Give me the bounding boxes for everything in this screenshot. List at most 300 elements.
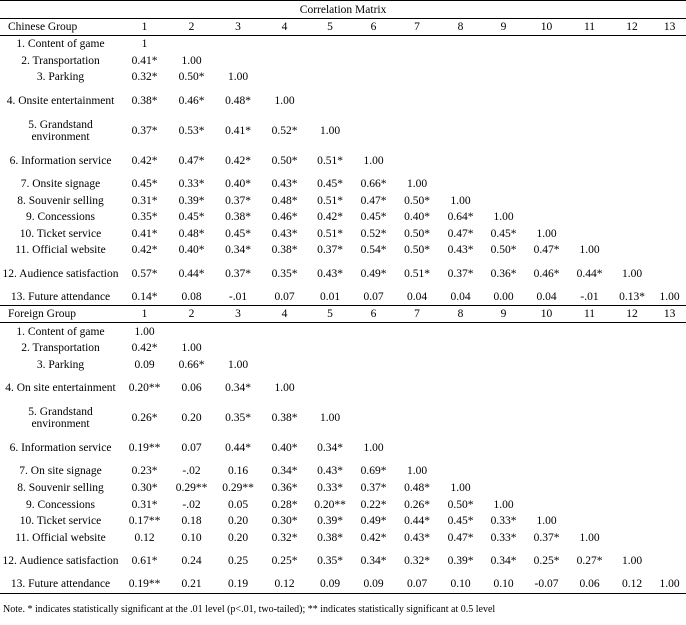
row-label: 9. Concessions [26, 211, 95, 224]
correlation-cell: 0.43* [317, 267, 343, 280]
table-note: Note. * indicates statistically significant at the .01 level (p<.01, two-tailed); ** indicates statistically significant at 0.5 level [3, 604, 496, 615]
correlation-cell [653, 146, 686, 176]
column-header: 13 [653, 19, 686, 36]
correlation-cell: 0.51* [317, 154, 343, 167]
correlation-cell [308, 357, 352, 374]
correlation-cell [568, 513, 611, 530]
correlation-cell: 0.44* [404, 515, 430, 528]
correlation-cell [261, 323, 308, 340]
correlation-cell [439, 340, 482, 357]
correlation-cell [261, 53, 308, 70]
correlation-cell: 1.00 [579, 244, 600, 257]
column-header: 5 [308, 19, 352, 36]
correlation-cell: 0.34* [225, 382, 251, 395]
correlation-cell [653, 116, 686, 146]
correlation-cell: 0.32* [404, 555, 430, 568]
row-label: 9. Concessions [26, 498, 95, 511]
correlation-cell [395, 340, 439, 357]
correlation-cell [439, 373, 482, 403]
column-header: 2 [168, 19, 215, 36]
correlation-cell: 1.00 [274, 94, 295, 107]
table-row [0, 496, 686, 513]
correlation-cell [482, 86, 525, 116]
correlation-cell [653, 357, 686, 374]
correlation-cell [352, 69, 395, 86]
correlation-cell [653, 242, 686, 259]
correlation-cell: 0.52* [271, 124, 298, 137]
correlation-cell: 0.37* [131, 124, 158, 137]
correlation-cell: 1.00 [227, 71, 249, 84]
correlation-cell: 0.33* [178, 178, 205, 191]
correlation-cell [653, 513, 686, 530]
correlation-cell: 0.41* [131, 54, 158, 67]
correlation-cell [482, 463, 525, 480]
correlation-cell: 0.06 [568, 576, 611, 593]
correlation-cell [352, 323, 395, 340]
row-label: 13. Future attendance [0, 576, 121, 593]
correlation-cell [525, 53, 568, 70]
correlation-cell [653, 480, 686, 497]
correlation-cell: 1.00 [579, 531, 600, 544]
correlation-cell [525, 357, 568, 374]
correlation-cell: 0.34* [360, 555, 387, 568]
correlation-cell [611, 176, 653, 193]
correlation-cell [395, 403, 439, 433]
correlation-cell [568, 86, 611, 116]
column-header: 3 [215, 19, 261, 36]
correlation-cell: 0.37* [317, 244, 343, 257]
correlation-cell [439, 86, 482, 116]
row-label: 12. Audience satisfaction [2, 555, 119, 568]
correlation-cell [568, 116, 611, 146]
correlation-cell: 0.37* [360, 482, 387, 495]
correlation-cell [352, 340, 395, 357]
correlation-cell [568, 373, 611, 403]
correlation-cell: 0.42* [360, 531, 387, 544]
row-label: 3. Parking [36, 358, 85, 371]
correlation-cell [395, 357, 439, 374]
correlation-cell: 0.37* [225, 194, 251, 207]
correlation-cell: 0.61* [131, 555, 158, 568]
correlation-cell: 0.38* [131, 94, 158, 107]
correlation-cell [482, 357, 525, 374]
correlation-cell: 0.09 [134, 358, 155, 371]
correlation-cell [568, 323, 611, 340]
correlation-cell [352, 36, 395, 53]
correlation-cell [611, 480, 653, 497]
correlation-cell: 0.45* [178, 211, 205, 224]
correlation-cell: 0.41* [131, 227, 158, 240]
correlation-cell [611, 209, 653, 226]
correlation-cell: 0.44* [225, 442, 251, 455]
correlation-cell: 1.00 [406, 178, 428, 191]
correlation-cell: 0.25* [271, 555, 298, 568]
correlation-cell [482, 146, 525, 176]
correlation-cell: 0.29** [222, 482, 254, 495]
correlation-cell [525, 36, 568, 53]
correlation-cell: 0.43* [404, 531, 430, 544]
correlation-cell [439, 403, 482, 433]
column-header: 7 [395, 19, 439, 36]
correlation-cell [653, 69, 686, 86]
correlation-cell: 0.45* [490, 227, 517, 240]
correlation-cell: 0.41* [225, 124, 251, 137]
correlation-cell: 1 [141, 38, 148, 51]
correlation-cell: 0.38* [317, 531, 343, 544]
correlation-cell [653, 86, 686, 116]
correlation-cell [653, 209, 686, 226]
correlation-cell: 0.51* [404, 267, 430, 280]
correlation-cell: 0.50* [447, 498, 474, 511]
correlation-cell: 0.20 [227, 531, 249, 544]
correlation-cell: 0.20 [227, 515, 249, 528]
correlation-cell: 0.22* [360, 498, 387, 511]
correlation-cell: 1.00 [227, 358, 249, 371]
correlation-cell [611, 86, 653, 116]
correlation-cell [653, 323, 686, 340]
correlation-cell [653, 226, 686, 243]
correlation-cell: 0.42* [225, 154, 251, 167]
correlation-cell: 0.29** [175, 482, 208, 495]
correlation-cell [568, 496, 611, 513]
correlation-cell [525, 176, 568, 193]
column-header: 6 [352, 19, 395, 36]
correlation-cell: -0.07 [525, 576, 568, 593]
row-label: 2. Transportation [21, 342, 100, 355]
correlation-cell [482, 116, 525, 146]
table-row [0, 36, 686, 53]
row-label: 10. Ticket service [19, 227, 102, 240]
caption-row [0, 1, 686, 19]
correlation-cell [308, 86, 352, 116]
correlation-cell [653, 36, 686, 53]
correlation-cell [568, 36, 611, 53]
correlation-cell: 0.19** [121, 576, 168, 593]
correlation-cell: 0.40* [178, 244, 205, 257]
correlation-cell: 0.64* [447, 211, 474, 224]
column-header: 1 [121, 306, 168, 323]
correlation-cell [525, 463, 568, 480]
column-header: 13 [653, 306, 686, 323]
correlation-cell: 0.30* [271, 515, 298, 528]
correlation-cell [611, 403, 653, 433]
correlation-cell: 0.35* [317, 555, 343, 568]
correlation-cell: 0.45* [447, 515, 474, 528]
correlation-cell: 0.19** [128, 442, 161, 455]
correlation-cell: 0.23* [131, 465, 158, 478]
correlation-cell: 0.36* [271, 482, 298, 495]
row-label: 7. On site signage [19, 465, 102, 478]
correlation-cell: 0.35* [225, 412, 251, 425]
table-row [0, 176, 686, 193]
correlation-cell [525, 209, 568, 226]
correlation-cell: 0.42* [131, 244, 158, 257]
row-label: 4. Onsite entertainment [6, 94, 115, 107]
correlation-cell: 0.57* [131, 267, 158, 280]
correlation-cell: 0.08 [168, 289, 215, 306]
correlation-cell [395, 116, 439, 146]
correlation-cell [568, 53, 611, 70]
correlation-cell [439, 323, 482, 340]
correlation-cell [261, 340, 308, 357]
correlation-cell: 0.47* [447, 531, 474, 544]
column-header: 10 [525, 306, 568, 323]
table-row [0, 209, 686, 226]
correlation-cell [525, 192, 568, 209]
correlation-cell [482, 480, 525, 497]
table-row [0, 463, 686, 480]
correlation-cell: 0.48* [404, 482, 430, 495]
correlation-cell [352, 116, 395, 146]
correlation-cell: 0.39* [317, 515, 343, 528]
row-label: 6. Information service [9, 154, 112, 167]
correlation-cell [653, 192, 686, 209]
correlation-cell: 0.07 [395, 576, 439, 593]
correlation-cell [482, 433, 525, 463]
correlation-cell: 0.45* [360, 211, 387, 224]
correlation-cell [482, 403, 525, 433]
row-label: 13. Future attendance [0, 289, 121, 306]
correlation-cell: 0.28* [271, 498, 298, 511]
correlation-cell [611, 357, 653, 374]
correlation-cell [439, 176, 482, 193]
correlation-cell [261, 69, 308, 86]
correlation-cell [439, 69, 482, 86]
correlation-cell [611, 513, 653, 530]
correlation-cell [653, 403, 686, 433]
correlation-cell: 0.37* [533, 531, 560, 544]
correlation-cell: 0.50* [404, 244, 430, 257]
correlation-cell [653, 433, 686, 463]
correlation-cell: 0.47* [533, 244, 560, 257]
correlation-cell [653, 463, 686, 480]
correlation-cell [308, 373, 352, 403]
correlation-cell [482, 323, 525, 340]
correlation-cell: 0.42* [131, 154, 158, 167]
correlation-cell: 0.12 [611, 576, 653, 593]
correlation-cell: 0.66* [360, 178, 387, 191]
correlation-cell: 0.12 [261, 576, 308, 593]
correlation-cell [611, 340, 653, 357]
correlation-cell: 0.46* [178, 94, 205, 107]
correlation-cell: 0.39* [447, 555, 474, 568]
correlation-cell: 0.07 [181, 442, 202, 455]
correlation-cell [653, 259, 686, 289]
correlation-cell [568, 69, 611, 86]
column-header: 8 [439, 306, 482, 323]
correlation-cell [568, 357, 611, 374]
correlation-cell [653, 53, 686, 70]
correlation-cell [611, 242, 653, 259]
correlation-cell [611, 146, 653, 176]
correlation-cell: 0.30* [131, 482, 158, 495]
row-label: 11. Official website [15, 531, 106, 544]
correlation-cell [352, 53, 395, 70]
row-label: 11. Official website [15, 244, 106, 257]
correlation-cell [215, 323, 261, 340]
correlation-cell: 0.50* [490, 244, 517, 257]
correlation-cell [395, 53, 439, 70]
correlation-cell [308, 53, 352, 70]
correlation-cell [568, 226, 611, 243]
correlation-cell: 0.48* [271, 194, 298, 207]
table-row [0, 289, 686, 306]
correlation-cell: 0.20** [314, 498, 346, 511]
correlation-cell [168, 36, 215, 53]
correlation-cell: 0.40* [271, 442, 298, 455]
column-header: 12 [611, 306, 653, 323]
correlation-cell: 0.46* [271, 211, 298, 224]
correlation-cell: 0.12 [134, 531, 155, 544]
correlation-cell: 0.05 [227, 498, 249, 511]
correlation-cell: 0.44* [178, 267, 205, 280]
correlation-cell [261, 357, 308, 374]
correlation-cell: 0.53* [178, 124, 205, 137]
correlation-cell: 1.00 [319, 124, 341, 137]
correlation-cell [525, 116, 568, 146]
correlation-cell: 0.46* [533, 267, 560, 280]
correlation-cell [525, 323, 568, 340]
correlation-cell [525, 496, 568, 513]
correlation-cell: 0.54* [360, 244, 387, 257]
correlation-cell: 0.38* [271, 412, 298, 425]
correlation-cell: 0.38* [225, 211, 251, 224]
table-row [0, 53, 686, 70]
correlation-cell [525, 403, 568, 433]
correlation-cell [439, 53, 482, 70]
correlation-cell [482, 36, 525, 53]
correlation-cell: 0.32* [131, 71, 158, 84]
correlation-cell [352, 357, 395, 374]
correlation-cell: 1.00 [621, 267, 643, 280]
correlation-cell: 0.35* [131, 211, 158, 224]
correlation-cell [439, 463, 482, 480]
table-row [0, 433, 686, 463]
correlation-cell [482, 340, 525, 357]
column-header: 5 [308, 306, 352, 323]
table-row [0, 357, 686, 374]
correlation-cell: 0.50* [404, 227, 430, 240]
correlation-cell [395, 86, 439, 116]
correlation-cell [261, 36, 308, 53]
correlation-cell: 0.18 [181, 515, 202, 528]
correlation-cell: 1.00 [493, 498, 514, 511]
correlation-cell [525, 373, 568, 403]
column-header: 4 [261, 19, 308, 36]
table-row [0, 226, 686, 243]
correlation-cell [568, 209, 611, 226]
column-header: 8 [439, 19, 482, 36]
correlation-cell: 0.20 [181, 412, 202, 425]
correlation-cell [611, 192, 653, 209]
correlation-cell: 0.16 [227, 465, 249, 478]
correlation-cell: -.01 [215, 289, 261, 306]
correlation-cell [308, 69, 352, 86]
correlation-cell: 0.25 [227, 555, 249, 568]
correlation-cell [525, 340, 568, 357]
correlation-cell: 0.49* [360, 267, 387, 280]
correlation-cell [439, 36, 482, 53]
table-row [0, 323, 686, 340]
correlation-cell: 0.48* [225, 94, 251, 107]
correlation-cell: 1.00 [406, 465, 428, 478]
table-row [0, 546, 686, 576]
correlation-cell [395, 373, 439, 403]
correlation-cell [611, 36, 653, 53]
column-header: 12 [611, 19, 653, 36]
correlation-cell: 0.50* [404, 194, 430, 207]
column-header: 11 [568, 19, 611, 36]
correlation-cell: 0.10 [482, 576, 525, 593]
correlation-cell [395, 323, 439, 340]
row-label: 1. Content of game [16, 325, 105, 338]
correlation-cell: 0.06 [181, 382, 202, 395]
correlation-cell: 0.09 [308, 576, 352, 593]
correlation-cell: 0.21 [168, 576, 215, 593]
correlation-cell: 0.00 [482, 289, 525, 306]
table-row [0, 576, 686, 593]
correlation-cell [568, 480, 611, 497]
correlation-cell: 1.00 [653, 576, 686, 593]
row-label: 6. Information service [9, 442, 112, 455]
correlation-cell: 0.09 [352, 576, 395, 593]
column-header: 6 [352, 306, 395, 323]
correlation-cell: 0.40* [225, 178, 251, 191]
correlation-cell [482, 373, 525, 403]
correlation-cell [568, 146, 611, 176]
correlation-cell: 0.37* [447, 267, 474, 280]
table-row [0, 340, 686, 357]
correlation-cell: -.02 [182, 465, 201, 478]
correlation-cell [568, 176, 611, 193]
correlation-cell: 0.34* [225, 244, 251, 257]
correlation-cell: 0.31* [131, 194, 158, 207]
correlation-cell [568, 433, 611, 463]
row-label: 7. Onsite signage [20, 178, 101, 191]
correlation-cell [308, 36, 352, 53]
correlation-cell [525, 69, 568, 86]
correlation-cell [568, 463, 611, 480]
correlation-cell [395, 36, 439, 53]
column-header: 1 [121, 19, 168, 36]
correlation-cell: 0.01 [308, 289, 352, 306]
table-row [0, 146, 686, 176]
correlation-cell: 0.17** [128, 515, 161, 528]
correlation-cell [653, 546, 686, 576]
correlation-cell [653, 176, 686, 193]
row-label: 8. Souvenir selling [17, 482, 104, 495]
correlation-cell: 0.34* [490, 555, 517, 568]
correlation-cell [611, 69, 653, 86]
row-label: 3. Parking [36, 71, 85, 84]
correlation-cell [568, 340, 611, 357]
correlation-cell: 0.14* [121, 289, 168, 306]
correlation-cell: 0.39* [178, 194, 205, 207]
column-header: 4 [261, 306, 308, 323]
correlation-cell: 0.43* [447, 244, 474, 257]
row-label: 1. Content of game [16, 38, 105, 51]
correlation-cell [611, 496, 653, 513]
row-label: 8. Souvenir selling [17, 194, 104, 207]
correlation-cell: 0.13* [611, 289, 653, 306]
table-row [0, 242, 686, 259]
correlation-cell [611, 323, 653, 340]
correlation-cell: 1.00 [621, 555, 643, 568]
correlation-cell: 1.00 [181, 342, 202, 355]
correlation-cell [525, 146, 568, 176]
correlation-cell: 1.00 [274, 382, 295, 395]
correlation-cell: 0.34* [317, 442, 343, 455]
